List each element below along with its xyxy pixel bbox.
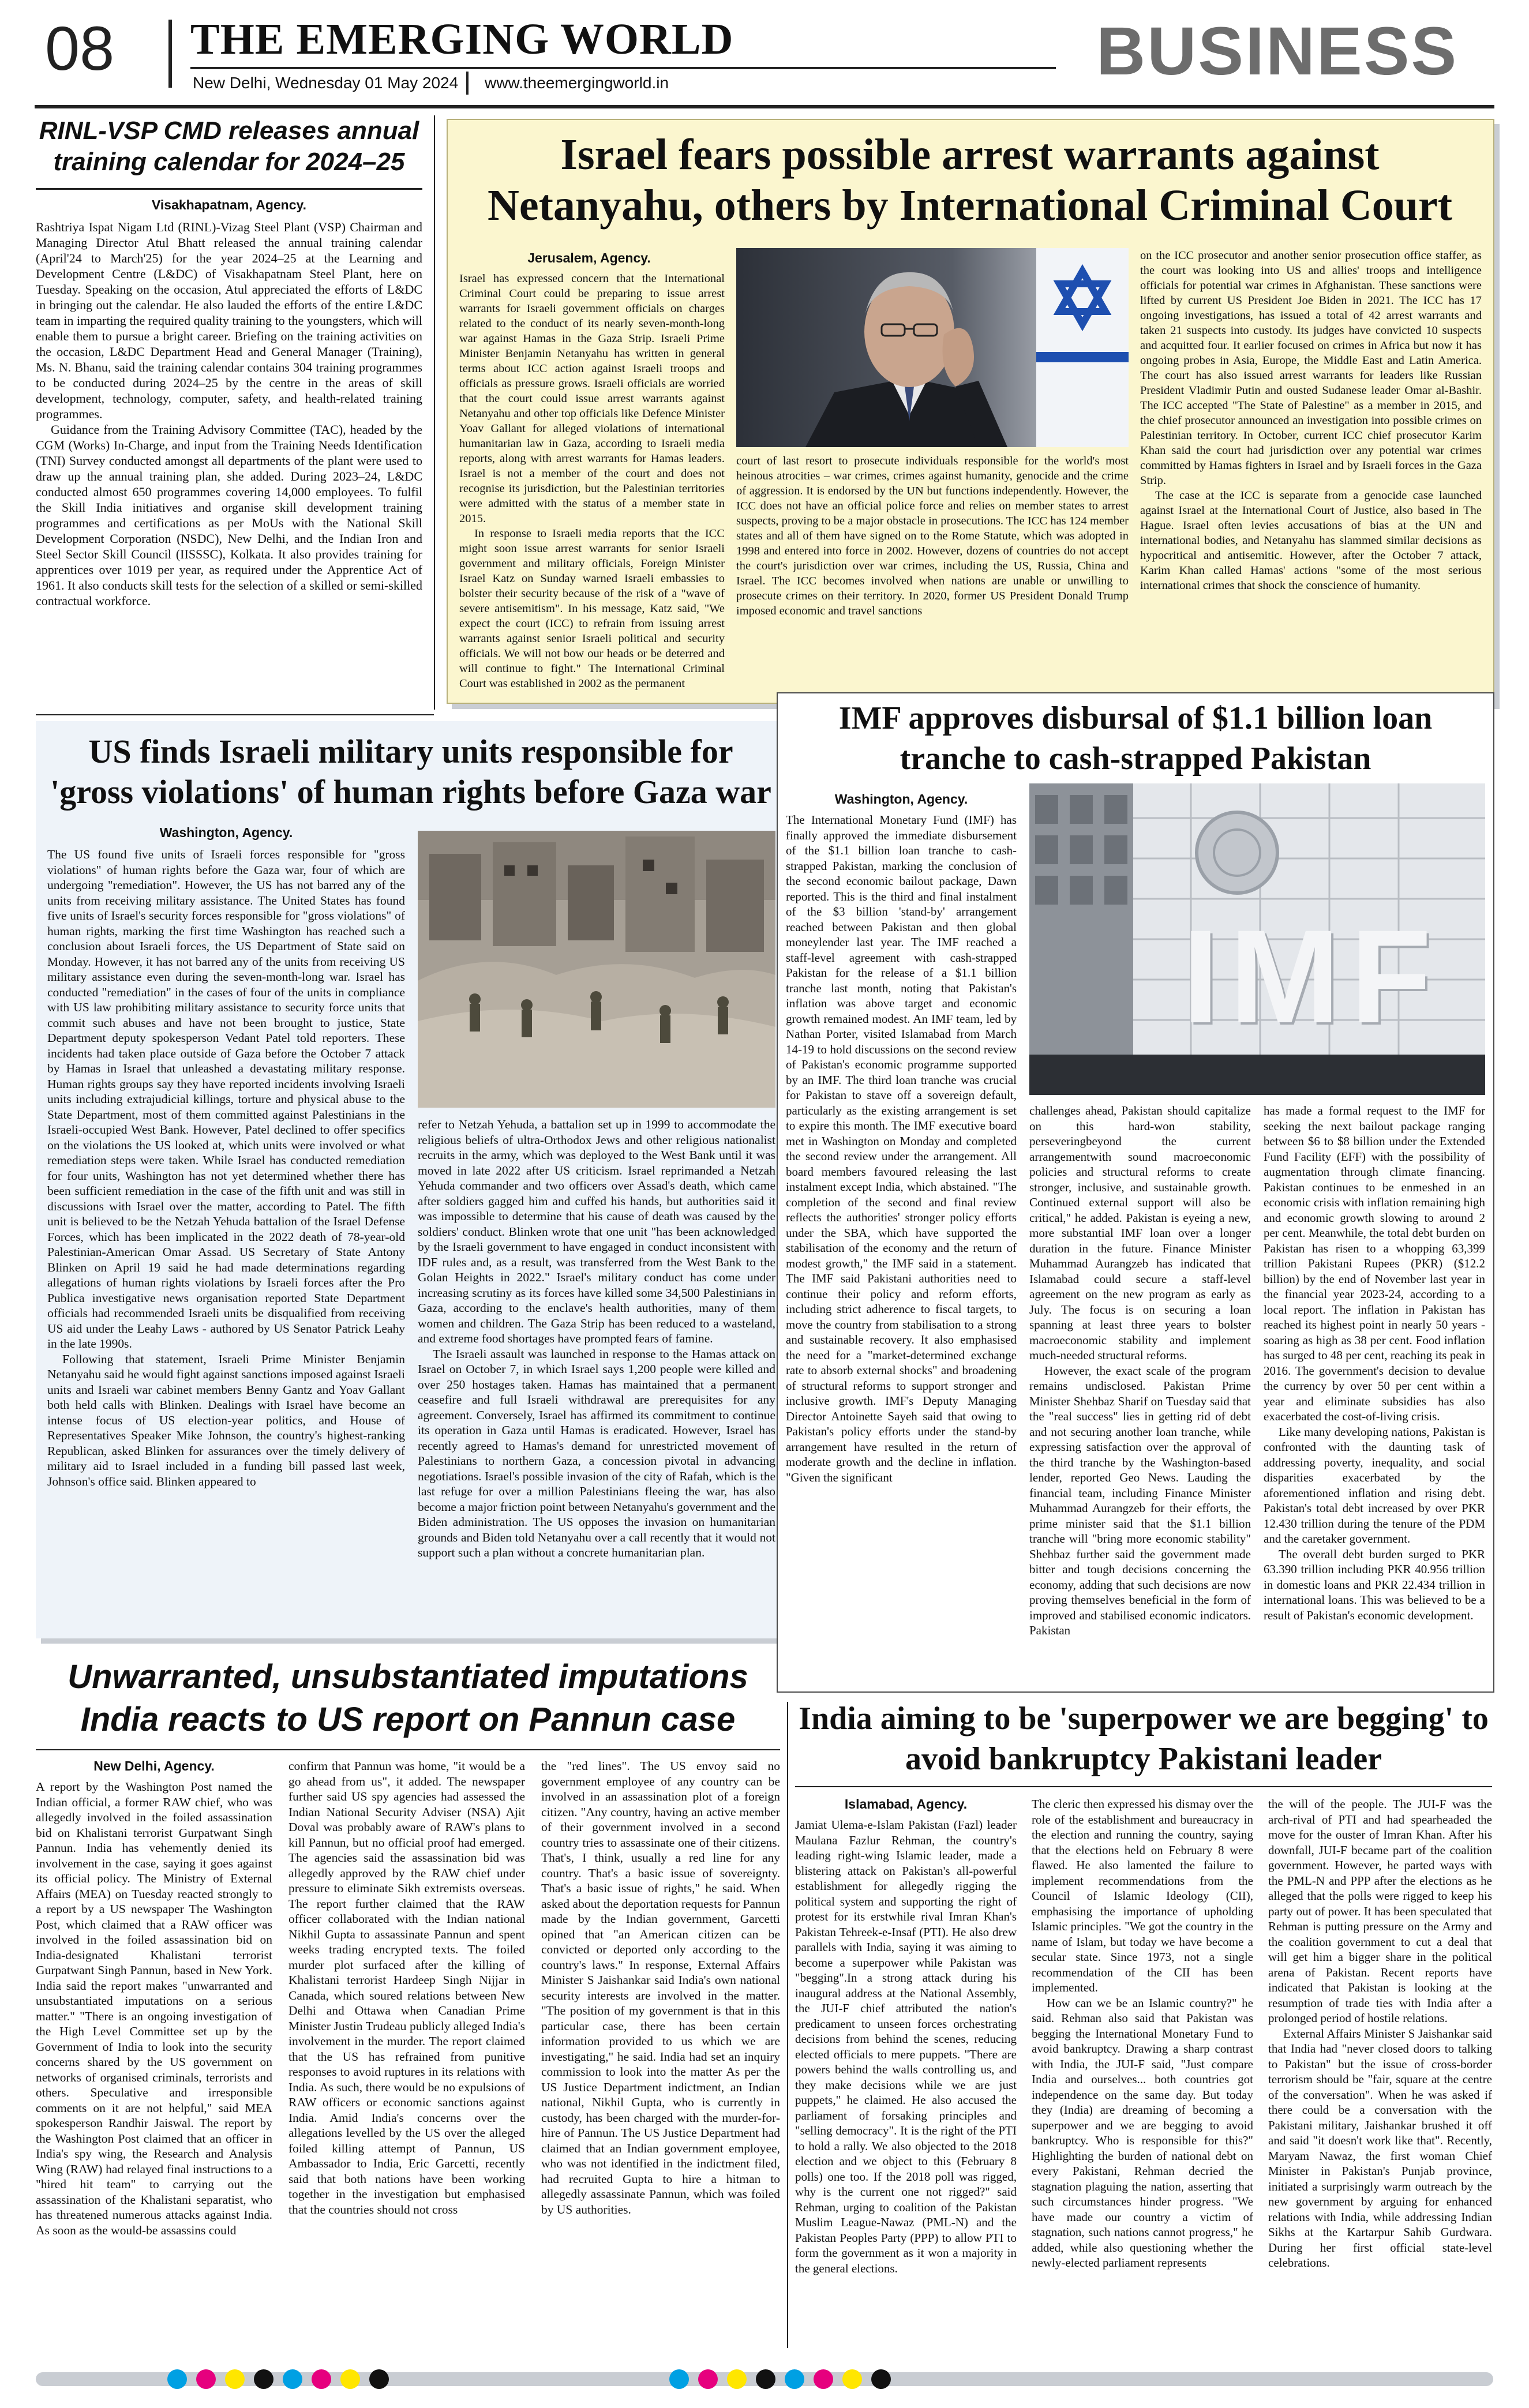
registration-dot [871,2369,891,2389]
newspaper-name: THE EMERGING WORLD [190,15,734,63]
column-divider [434,115,435,710]
imf-paragraph: The International Monetary Fund (IMF) has finally approved the immediate disbursement of the $1.1 billion loan tranche to cash-strapped Pakistan, marking the conclusion of the second economic bailout package, Dawn reported. This is the third and final instalment of the $3 billion 'stand-by' arrangement reached between Pakistan and then global moneylender last year. The IMF reached a staff-level agreement with cash-strapped Pakistan for the release of a $1.1 billion tranche last month, noting that Pakistan's inflation was above target and economic growth remained modest. An IMF team, led by Nathan Porter, visited Islamabad from March 14-19 to hold discussions on the second review of Pakistan's economic programme supported by an IMF. The third loan tranche was crucial for Pakistan to stave off a sovereign default, particularly as the existing arrangement is set to expire this month. The IMF executive board met in Washington on Monday and completed the second review under the arrangement. All board members favoured releasing the last instalment except India, which abstained. "The completion of the second and final review reflects the authorities' stronger policy efforts under the SBA, which have supported the stabilisation of the economy and the return of modest growth," the IMF said in a statement. The IMF said Pakistani authorities need to continue their policy and reform efforts, including strict adherence to fiscal targets, to move the country from stabilisation to a strong and sustainable recovery. It also emphasised the need for a "market-determined exchange rate to absorb external shocks" and broadening of structural reforms to support stronger and inclusive growth. IMF's Deputy Managing Director Antoinette Sayeh said that owing to Pakistan's policy efforts under the stand-by arrangement have resulted in the return of moderate growth and the decline in inflation. "Given the significant [786,813,1017,1484]
icc-paragraph: Israel has expressed concern that the International Criminal Court could be preparing to issue arrest warrants for Israeli government officials on charges related to the conduct of its nearly seven-month-long war against Hamas in the Gaza Strip. Israeli Prime Minister Benjamin Netanyahu has written in general terms about ICC action against Israeli troops and officials as pressure grows. Israeli officials are worried that the court could issue arrest warrants against Netanyahu and other top officials like Defence Minister Yoav Gallant for alleged violations of international humanitarian law in Gaza, according to Israeli media reports, along with arrest warrants for Hamas leaders. Israel is not a member of the court and does not recognise its jurisdiction, but the Palestinian territories were admitted with the status of a member state in 2015. [459,272,725,525]
registration-dot [196,2369,216,2389]
imf-paragraph: challenges ahead, Pakistan should capitalize on this hard-won stability, perseveringbeyond the current arrangementwith sound macroeconomic policies and structural reforms to create stronger, inclusive, and sustainable growth. Continued external support will also be critical," he added. Pakistan is eyeing a new, more substantial IMF loan over a longer duration in the future. Finance Minister Muhammad Aurangzeb has indicated that Islamabad could secure a staff-level agreement on the new program as early as July. The focus is on securing a loan spanning at least three years to bolster macroeconomic stability and implement much-needed structural reforms. [1029,1104,1251,1362]
rinl-headline[interactable]: RINL-VSP CMD releases annual training calendar for 2024–25 [39,117,419,176]
registration-dot [842,2369,862,2389]
registration-dot [254,2369,273,2389]
registration-dot [698,2369,718,2389]
registration-dot [669,2369,689,2389]
imf-column-1 [786,812,1017,1683]
pannun-headline[interactable]: Unwarranted, unsubstantiated imputations India reacts to US report on Pannun case [68,1658,748,1738]
pannun-headline-rule [36,1749,780,1750]
us-units-paragraph: The Israeli assault was launched in response to the Hamas attack on Israel on October 7, in which Israel says 1,200 people were killed and over 250 hostages taken. Hamas has maintained that a permanent ceasefire and full Israeli withdrawal are prerequisites for any agreement. Conversely, Israel has affirmed its commitment to continue its operation in Gaza until Hamas is eradicated. However, Israel has recently agreed to Hamas's demand for unrestricted movement of Palestinians to northern Gaza, a concession pivotal in advancing negotiations. Israel's possible invasion of the city of Rafah, which is the last refuge for over a million Palestinians fleeing the war, has also become a major friction point between Netanyahu's government and the Biden administration. The US opposes the invasion on humanitarian grounds and Biden told Netanyahu over a call recently that it would not support such a plan without a concrete humanitarian plan. [418,1346,775,1559]
registration-dot [814,2369,833,2389]
column-divider [787,1702,788,2348]
issue-dateline: New Delhi, Wednesday 01 May 2024 [193,74,459,92]
us-units-article [36,721,786,1638]
us-units-headline[interactable]: US finds Israeli military units responsible for 'gross violations' of human rights before Gaza war [50,733,771,811]
registration-dot [225,2369,245,2389]
registration-dot [369,2369,389,2389]
superpower-column-2 [1032,1796,1253,2350]
portrait-illustration [736,248,1129,447]
pannun-paragraph: A report by the Washington Post named the Indian official, a former RAW chief, who was allegedly involved in the foiled assassination bid on Khalistani terrorist Gurpatwant Singh Pannun. India has vehemently denied its involvement in the case, saying it goes against its official policy. The Ministry of External Affairs (MEA) on Tuesday reacted strongly to a report by a US newspaper The Washington Post, which claimed that a RAW officer was involved in the foiled assassination bid on India-designated Khalistani terrorist Gurpatwant Singh Pannun, based in New York. India said the report makes "unwarranted and unsubstantiated imputations on a serious matter." "There is an ongoing investigation of the High Level Committee set up by the Government of India to look into the security concerns shared by the US government on networks of organised criminals, terrorists and others. Speculative and irresponsible comments on it are not helpful," said MEA spokesperson Randhir Jaiswal. The report by the Washington Post claimed that an officer in India's spy wing, the Research and Analysis Wing (RAW) had relayed final instructions to a "hired hit team" to carrying out the assassination of the Khalistani separatist, who has threatened numerous attacks against India. As soon as the would-be assassins could [36,1780,272,2237]
us-units-paragraph: The US found five units of Israeli forces responsible for "gross violations" of human rights before the Gaza war, four of which are undergoing "remediation". However, the US has not barred any of the units from receiving military assistance. The United States has found five units of Israel's security forces responsible for "gross violations" of human rights, marking the first time Washington has reached such a conclusion about Israeli forces, the US Department of State said on Monday. However, it has not barred any of the units from receiving US military assistance even during the seven-month-long war. Israel has conducted "remediation" in the cases of four of the units in compliance with US law prohibiting military assistance to security force units that commit such abuses and have not been brought to justice, State Department deputy spokesperson Vedant Patel told reporters. These incidents had taken place outside of Gaza before the October 7 attack by Hamas in Israel that unleashed a devastating military response. Human rights groups say they have reported incidents involving Israeli units including extrajudicial killings, torture and physical abuse to the State Department, most of them committed against Palestinians in the Israeli-occupied West Bank. However, Patel declined to offer specifics on the violations the US looked at, which units were involved or what remediation steps were taken. While Israel has conducted remediation for four units, Washington has not yet determined whether there has been sufficient remediation in the case of the fifth unit and was still in discussions with Israel over the matter, according to Patel. The fifth unit is believed to be the Netzah Yehuda battalion of the Israel Defense Forces, which has been implicated in the 2022 death of 78-year-old Palestinian-American Omar Assad. US Secretary of State Antony Blinken on April 19 said he had made determinations regarding allegations of human rights violations by Israeli forces after the Pro Publica investigative news organisation reported State Department officials had recommended Israeli units be disqualified from receiving US aid under the Leahy Laws - authored by US Senator Patrick Leahy in the late 1990s. [47,847,405,1351]
rinl-dateline: Visakhapatnam, Agency. [151,197,306,212]
icc-paragraph: The case at the ICC is separate from a genocide case launched against Israel at the International Court of Justice, also based in The Hague. Israel often levies accusations of bias at the UN and international bodies, and Netanyahu has slammed similar decisions as hypocritical and antisemitic. However, after the October 7 attack, Karim Khan called Hamas' actions "some of the most serious international crimes that shock the conscience of humanity. [1140,489,1482,592]
icc-headline[interactable]: Israel fears possible arrest warrants against Netanyahu, others by International Criminal Court [487,130,1453,230]
page-number: 08 [45,13,115,83]
superpower-column-3 [1268,1796,1492,2350]
icc-paragraph: on the ICC prosecutor and another senior prosecution office staffer, as the court was looking into US and allies' troops and intelligence officials for potential war crimes in Afghanistan. These sanctions were lifted by current US President Joe Biden in 2021. The ICC has 17 ongoing investigations, has issued a total of 42 arrest warrants and taken 21 suspects into custody. Its judges have convicted 10 suspects and acquitted four. It earlier focused on crimes in Africa but now it has ongoing probes in Asia, Europe, the Middle East and Latin America. The court has also issued arrest warrants for leaders like Russian President Vladimir Putin and ousted Sudanese leader Omar al-Bashir. The ICC accepted "The State of Palestine" as a member in 2015, and the chief prosecutor announced an investigation into possible crimes on Palestinian territory. In October, current ICC chief prosecutor Karim Khan said the court had jurisdiction over any potential war crimes committed by Hamas fighters in Israel and by Israeli forces in the Gaza Strip. [1140,249,1482,487]
superpower-article [795,1698,1492,2356]
icc-column-3 [1140,248,1482,693]
pannun-article [36,1656,780,2354]
section-title: BUSINESS [1096,13,1459,89]
superpower-paragraph: How can we be an Islamic country?" he said. Rehman also said that Pakistan was begging the International Monetary Fund to avoid bankruptcy. Drawing a sharp contrast with India, the JUI-F said, "Just compare India and ourselves... both countries got independence on the same day. But today they (India) are dreaming of becoming a superpower and we are begging to avoid bankruptcy. Who is responsible for this?" Highlighting the burden of national debt on every Pakistani, Rehman decried the stagnation plaguing the nation, asserting that such circumstances hinder progress. "We have made our country a victim of stagnation, such nations cannot progress," he added, while also questioning whether the newly-elected parliament represents [1032,1996,1253,2270]
superpower-headline-rule [795,1786,1492,1787]
superpower-paragraph: the will of the people. The JUI-F was the arch-rival of PTI and had spearheaded the move for the ouster of Imran Khan. After his downfall, JUI-F became part of the coalition government. However, he parted ways with the PML-N and PPP after the elections as he alleged that the polls were rigged to keep his party out of power. It has been speculated that Rehman is putting pressure on the Army and the coalition government to cut a deal that will get him a bigger share in the political arena of Pakistan. Recent reports have indicated that Pakistan is looking at the resumption of trade ties with India after a prolonged period of hostile relations. [1268,1797,1492,2025]
imf-sign-text: IMF [1182,902,1442,1051]
imf-building-photo [1029,783,1485,1095]
icc-column-1 [459,271,725,692]
imf-dateline: Washington, Agency. [834,792,968,807]
registration-dot [785,2369,804,2389]
gaza-ruins-photo [418,831,775,1108]
pannun-column-3 [541,1758,780,2350]
rinl-paragraph: Guidance from the Training Advisory Committee (TAC), headed by the CGM (Works) In-Charge, and input from the Training Needs Identification (TNI) Survey conducted amongst all departments of the plant were used to draw up the annual training plan, she added. During 2023–24, L&DC conducted almost 650 programmes covering 14,000 employees. To fulfil the Skill India initiatives and organise skill development training programmes and certifications as per MoUs with the National Skill Development Corporation (NSDC), New Delhi, and the Indian Iron and Steel Sector Skill Council (IISSSC), Kolkata. It also provides training for apprentices over 1019 per year, as required under the Apprentice Act of 1961. It also conducts skill tests for the selection of a skilled or semi-skilled contractual workforce. [36,422,422,608]
netanyahu-photo [736,248,1129,447]
superpower-headline[interactable]: India aiming to be 'superpower we are begging' to avoid bankruptcy Pakistani leader [799,1701,1489,1777]
us-units-dateline: Washington, Agency. [159,825,293,840]
registration-dot [340,2369,360,2389]
icc-paragraph: In response to Israeli media reports that the ICC might soon issue arrest warrants for senior Israeli government and military officials, Foreign Minister Israel Katz on Sunday warned Israeli embassies to bolster their security because of the risk of a "wave of severe antisemitism". In his message, Katz said, "We expect the court (ICC) to refrain from issuing arrest warrants against senior Israeli political and security officials. We will not bow our heads or be deterred and will continue to fight." The International Criminal Court was established in 2002 as the permanent [459,527,725,690]
icc-dateline: Jerusalem, Agency. [527,250,651,265]
icc-article [447,119,1494,704]
rinl-article [36,115,422,721]
superpower-paragraph: Jamiat Ulema-e-Islam Pakistan (Fazl) leader Maulana Fazlur Rehman, the country's leading right-wing Islamic leader, made a blistering attack on Pakistan's all-powerful establishment for allegedly rigging the political system and supporting the right of protest for its erstwhile rival Imran Khan's Pakistan Tehreek-e-Insaf (PTI). He also drew parallels with India, saying it was aiming to become a superpower while Pakistan was "begging".In a strong attack during his inaugural address at the National Assembly, the JUI-F chief attributed the nation's predicament to unseen forces orchestrating decisions from behind the scenes, reducing elected officials to mere puppets. "There are powers behind the walls controlling us, and they make decisions while we are just puppets," he claimed. He also accused the parliament of forsaking principles and "selling democracy". It is the right of the PTI to hold a rally. We also objected to the 2018 election and we object to this (February 8 polls) one too. If the 2018 poll was rigged, why is the current one not rigged?" said Rehman, urging to coalition of the Pakistan Muslim League-Nawaz (PML-N) and the Pakistan Peoples Party (PPP) to allow PTI to form the government as it won a majority in the general elections. [795,1818,1017,2275]
imf-column-2 [1029,1103,1251,1683]
us-units-paragraph: refer to Netzah Yehuda, a battalion set up in 1999 to accommodate the religious beliefs of ultra-Orthodox Jews and other religious nationalist recruits in the army, which was deployed to the West Bank until it was moved in late 2022 after US criticism. Israel reprimanded a Netzah Yehuda commander and two officers over Assad's death, which came after soldiers gagged him and cuffed his hands, but authorities said it was impossible to determine that his cause of death was caused by the soldiers' conduct. Blinken wrote that one unit "has been acknowledged by the Israeli government to have engaged in conduct inconsistent with IDF rules and, as a result, was transferred from the West Bank to the Golan Heights in 2022." Israel's military conduct has come under increasing scrutiny as its forces have killed some 34,500 Palestinians in Gaza, according to the enclave's health authorities, many of them women and children. The Gaza Strip has been reduced to a wasteland, and extreme food shortages have prompted fears of famine. [418,1117,775,1345]
registration-dot [283,2369,302,2389]
superpower-column-1 [795,1817,1017,2350]
icc-column-2 [736,453,1129,692]
pannun-column-2 [288,1758,525,2350]
pannun-column-1 [36,1779,272,2350]
pannun-paragraph: confirm that Pannun was home, "it would be a go ahead from us", it added. The newspaper further said US spy agencies had assessed the Indian National Security Adviser (NSA) Ajit Doval was probably aware of RAW's plans to kill Pannun, but no official proof had emerged. The agencies said the assassination bid was allegedly approved by the RAW chief under pressure to eliminate Sikh extremists overseas. The report further claimed that the RAW officer collaborated with the Indian national Nikhil Gupta to assassinate Pannun and spent weeks trading encrypted texts. The foiled murder plot surfaced after the killing of Khalistani terrorist Hardeep Singh Nijjar in Canada, which soured relations between New Delhi and Ottawa when Canadian Prime Minister Justin Trudeau publicly alleged India's involvement in the murder. The report claimed that the US has refrained from punitive responses to avoid ruptures in its relations with India. As such, there would be no expulsions of RAW officers or economic sanctions against India. Amid India's concerns over the allegations levelled by the US over the alleged foiled killing attempt of Pannun, US Ambassador to India, Eric Garcetti, recently said that both nations have been working together in the investigation but emphasised that the countries should not cross [288,1759,525,2216]
registration-dot [167,2369,187,2389]
imf-headline[interactable]: IMF approves disbursal of $1.1 billion loan tranche to cash-strapped Pakistan [838,700,1433,777]
imf-article [777,692,1494,1693]
superpower-dateline: Islamabad, Agency. [844,1796,968,1811]
masthead-rule [190,67,1056,69]
superpower-paragraph: The cleric then expressed his dismay over the role of the establishment and bureaucracy in the election and running the country, saying that the elections held on February 8 were flawed. He also lamented the failure to implement recommendations from the Council of Islamic Ideology (CII), emphasising the importance of upholding Islamic principles. "We got the country in the name of Islam, but today we have become a secular state. Since 1973, not a single recommendation of the CII has been implemented. [1032,1797,1253,1994]
imf-paragraph: However, the exact scale of the program remains undisclosed. Pakistan Prime Minister Shehbaz Sharif on Tuesday said that the "real success" lies in getting rid of debt and not securing another loan tranche, while expressing satisfaction over the approval of the third tranche by the Washington-based lender, reported Geo News. Lauding the financial team, including Finance Minister Muhammad Aurangzeb for their efforts, the prime minister said that the $1.1 billion tranche will "bring more economic stability" Shehbaz further said the government made bitter and tough decisions concerning the economy, adding that such decisions are now proving themselves beneficial in the form of improved and stabilised economic indicators. Pakistan [1029,1363,1251,1637]
registration-dot [727,2369,747,2389]
imf-column-3 [1264,1103,1485,1683]
imf-paragraph: The overall debt burden surged to PKR 63.390 trillion including PKR 40.956 trillion in domestic loans and PKR 22.434 trillion in international loans. This was believed to be a result of Pakistan's economic development. [1264,1547,1485,1622]
imf-paragraph: has made a formal request to the IMF for seeking the next bailout package ranging between $6 to $8 billion under the Extended Fund Facility (EFF) with the possibility of augmentation through climate financing. Pakistan continues to be enmeshed in an economic crisis with inflation remaining high and economic growth slowing to around 2 per cent. Meanwhile, the total debt burden on Pakistan has risen to a whopping 63,399 trillion Pakistani Rupees (PKR) ($12.2 billion) by the end of November last year in the financial year 2023-24, according to a local report. The inflation in Pakistan has reached its highest point in nearly 50 years - soaring as high as 38 per cent. Food inflation has surged to 48 per cent, reaching its peak in 2016. The government's decision to devalue the currency by over 50 per cent within a year and eliminate subsidies has also exacerbated the cost-of-living crisis. [1264,1104,1485,1423]
row-divider [36,714,434,715]
us-units-column-1 [47,847,405,1626]
registration-dot [312,2369,331,2389]
us-units-column-2 [418,1117,775,1626]
rinl-paragraph: Rashtriya Ispat Nigam Ltd (RINL)-Vizag Steel Plant (VSP) Chairman and Managing Director Atul Bhatt released the annual training calendar (April'24 to March'25) for the year 2024–25 at the Learning and Development Centre (L&DC) of Visakhapatnam Steel Plant, here on Tuesday. Speaking on the occasion, Atul appreciated the efforts of L&DC in bringing out the calendar. He also lauded the efforts of the entire L&DC team in imparting the required quality training to the youngsters, which will enable them to pursue a bright career. Briefing on the training activities on the occasion, L&DC Department Head and General Manager (Training), Ms. N. Bhanu, said the training calendar contains 304 training programmes to be conducted during 2024–25 by the centre in the areas of skill development, technology, computer, safety, and health-related training programmes. [36,220,422,421]
us-units-paragraph: Following that statement, Israeli Prime Minister Benjamin Netanyahu said he would fight against sanctions imposed against Israeli units and Israeli war cabinet members Benny Gantz and Yoav Gallant both held calls with Blinken. Dealings with Israel have become an intense focus of US election-year politics, and House of Representatives Speaker Mike Johnson, the country's highest-ranking Republican, asked Blinken for assurances over the timely delivery of military aid to Israel included in a funding bill passed last week, Johnson's office said. Blinken appeared to [47,1352,405,1488]
pannun-dateline: New Delhi, Agency. [93,1758,215,1773]
masthead-divider [168,20,172,88]
rinl-body [36,219,422,715]
ruins-illustration [418,831,775,1108]
pannun-paragraph: the "red lines". The US envoy said no government employee of any country can be involved in an assassination plot of a foreign citizen. "Any country, having an active member of their government involved in a second country tries to assassinate one of their citizens. That's, I think, usually a red line for any country. That's a basic issue of sovereignty. That's a basic issue of rights," he said. When asked about the deportation requests for Pannun made by the Indian government, Garcetti opined that "an American citizen can be convicted or deported only according to the country's laws." In response, External Affairs Minister S Jaishankar said India's own national security interests are involved in the matter. "The position of my government is that in this particular case, there has been certain information provided to us which we are investigating," he said. India had set an inquiry commission to look into the matter As per the US Justice Department indictment, an Indian national, Nikhil Gupta, who is currently in custody, has been charged with the murder-for-hire of Pannun. The US Justice Department had claimed that an Indian government employee, who was not identified in the indictment filed, had recruited Gupta to hire a hitman to allegedly assassinate Pannun, which was foiled by US authorities. [541,1759,780,2216]
imf-paragraph: Like many developing nations, Pakistan is confronted with the daunting task of addressing poverty, inequality, and social disparities exacerbated by the aforementioned inflation and rising debt. Pakistan's total debt increased by over PKR 12.430 trillion during the tenure of the PDM and the caretaker government. [1264,1424,1485,1546]
masthead-bottom-rule [35,105,1494,108]
icc-paragraph: court of last resort to prosecute individuals responsible for the world's most heinous atrocities – war crimes, crimes against humanity, genocide and the crime of aggression. It is endorsed by the UN but functions independently. However, the ICC does not have an official police force and relies on member states to arrest suspects, proving to be a major obstacle in prosecutions. The ICC has 124 member states and all of them have signed on to the Rome Statute, which was adopted in 1998 and entered into force in 2002. However, dozens of countries do not accept the court's jurisdiction over war crimes, including the US, Russia, China and Israel. The ICC becomes involved when nations are unable or unwilling to prosecute crimes on their territory. In 2020, former US President Donald Trump imposed economic and travel sanctions [736,455,1129,617]
registration-dot [756,2369,775,2389]
rinl-headline-rule [36,188,422,190]
masthead-divider-small [466,72,469,95]
superpower-paragraph: External Affairs Minister S Jaishankar said that India had "never closed doors to talking to Pakistan" but the issue of cross-border terrorism should be "fair, square at the centre of the conversation". When he was asked if there could be a conversation with the Pakistani military, Jaishankar brushed it off and said "it doesn't work like that". Recently, Maryam Nawaz, the first woman Chief Minister in Pakistan's Punjab province, initiated a surprisingly warm outreach by the new government by arguing for enhanced relations with India, while addressing Indian Sikhs at the Kartarpur Sahib Gurdwara. During her first official state-level celebrations. [1268,2026,1492,2270]
website-url[interactable]: www.theemergingworld.in [485,74,669,92]
